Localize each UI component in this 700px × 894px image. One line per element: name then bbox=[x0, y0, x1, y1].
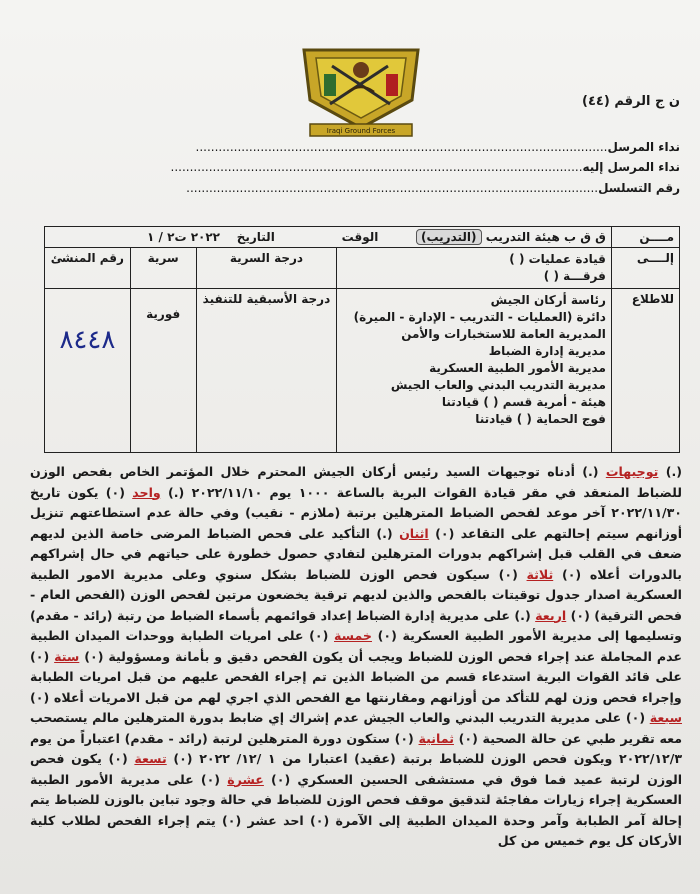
body-paragraph: (٠) على مديرية التدريب البدني والعاب الجيش عدم إشراك إي ضابط بدورة المترهلين مالم يستصحب معه تقرير طبي عن حالة الصحية (٠) bbox=[30, 710, 682, 746]
secrecy-value: سرية bbox=[130, 248, 196, 289]
body-paragraph: (.) على مديرية إدارة الضباط إعداد قوائمهم بأسماء الضباط من رتبة (رائد - مقدم) وتسليمها إلى مديرية الأمور الطبية العسكرية (٠) bbox=[30, 607, 682, 643]
secrecy-label: درجة السرية bbox=[196, 248, 337, 289]
to-cell bbox=[337, 248, 612, 289]
body-ordinal: واحد bbox=[132, 484, 161, 500]
priority-label: درجة الأسبقية للتنفيذ bbox=[196, 289, 337, 453]
emblem-caption: Iraqi Ground Forces bbox=[326, 127, 396, 135]
body-ordinal: ستة bbox=[54, 648, 80, 664]
serial-dots: ............................................................................................................ bbox=[186, 181, 599, 195]
origin-no-label: رقم المنشئ bbox=[45, 248, 131, 289]
body-paragraph: (.) bbox=[658, 464, 682, 479]
info-row bbox=[45, 289, 680, 453]
reference-number: ن ج الرقم (٤٤) bbox=[582, 94, 680, 109]
to-item: قيادة عمليات ( ) bbox=[509, 252, 606, 266]
body-paragraph: (٠) على مديرية الأمور الطبية العسكرية إجراء زيارات مفاجئة لتدقيق موقف فحص الوزن للضباط في حالة وجود تباين بالوزن للضباط يتم إحالة آمر الطبابة وآمر وحدة الميدان الطبية إلى الآمرة (٠) احد عشر (٠) يتم إجراء الفحص لطلاب كلية الأركان كل يوم خميس من كل bbox=[30, 771, 682, 848]
info-item: مديرية إدارة الضباط bbox=[488, 344, 606, 358]
info-item: المديرية العامة للاستخبارات والأمن bbox=[401, 327, 606, 341]
info-item: مديرية الأمور الطبية العسكرية bbox=[429, 361, 606, 375]
info-item: مديرية التدريب البدني والعاب الجيش bbox=[390, 378, 606, 392]
time-label: الوقت bbox=[341, 230, 379, 244]
body-paragraph: (٠) سيكون فحص الوزن للضباط بشكل سنوي وعلى مديرية الامور الطبية العسكرية اصدار جدول توقيتات بالفحص والذين لديهم ترقية يخضعون مرتين لفحص الوزن (الفحص العام - فحص الترقية) (٠) bbox=[30, 566, 682, 623]
body-ordinal: اثنان bbox=[399, 525, 429, 541]
body-paragraph: (٠) يكون تاريخ ٢٠٢٢/١١/٣٠ آخر موعد لفحص الضباط المترهلين برتبة (ملازم - نقيب) وفي حالة عدم استطاعتهم تنزيل أوزانهم سيتم إحالتهم على التقاعد (٠) bbox=[30, 484, 683, 541]
body-ordinal: خمسة bbox=[334, 628, 372, 643]
body-ordinal: تسعة bbox=[134, 751, 167, 766]
body-ordinal: ثمانية bbox=[418, 730, 454, 746]
army-emblem-icon bbox=[296, 40, 426, 140]
from-value: ق ق ب هيئة التدريب bbox=[485, 230, 606, 244]
date-value: ٢٠٢٢ ت٢ / ١ bbox=[147, 230, 220, 244]
body-paragraph: (٠) يكون فحص الوزن لرتبة عميد فما فوق في مستشفى الحسين العسكري (٠) bbox=[30, 751, 683, 787]
info-item: هيئة - أمرية قسم ( ) قيادتنا bbox=[441, 395, 606, 409]
recipient-dots: ............................................................................................................ bbox=[170, 160, 583, 174]
body-ordinal: ثلاثة bbox=[526, 566, 554, 582]
serial-label: رقم التسلسل bbox=[598, 181, 680, 195]
info-item: دائرة (العمليات - التدريب - الإدارة - الميرة) bbox=[353, 310, 606, 324]
body-ordinal: سبعة bbox=[649, 710, 682, 725]
to-row bbox=[45, 248, 680, 289]
info-cell bbox=[337, 289, 612, 453]
from-cell bbox=[45, 227, 612, 248]
body-paragraph: (٠) ستكون دورة المترهلين لرتبة (رائد - مقدم) اعتباراً من يوم ٢٠٢٢/١٢/٣ ويكون فحص الوزن للضباط برتبة (عقيد) اعتبارا من ١ /١٢/ ٢٠٢٢ (٠) bbox=[30, 730, 683, 766]
routing-table bbox=[44, 226, 680, 453]
sender-dots: ............................................................................................................ bbox=[195, 140, 608, 154]
sender-label: نداء المرسل bbox=[607, 140, 680, 154]
recipient-line bbox=[171, 160, 680, 174]
memo-body bbox=[30, 462, 682, 852]
body-ordinal: توجيهات bbox=[605, 464, 659, 479]
recipient-label: نداء المرسل إليه bbox=[582, 160, 680, 174]
from-tag: (التدريب) bbox=[416, 229, 482, 245]
body-ordinal: عشرة bbox=[227, 771, 264, 787]
body-paragraph: (٠) على قائد القوات البرية استدعاء قسم من الضباط الذين تم إجراء الفحص عليهم من قبل امريات الطبابة وإجراء فحص وزن لهم للتأكد من أوزانهم ومقارنتها مع الفحص الذي اجري لهم من قبل الامريات أعلاه (٠) bbox=[30, 648, 682, 705]
to-label: إلــــى bbox=[611, 248, 679, 289]
info-item: رئاسة أركان الجيش bbox=[490, 293, 606, 307]
from-label: مــــن bbox=[611, 227, 679, 248]
info-item: فوج الحماية ( ) قيادتنا bbox=[475, 412, 606, 426]
from-row bbox=[45, 227, 680, 248]
to-item: فرقـــة ( ) bbox=[543, 269, 606, 283]
body-paragraph: (.) أدناه توجيهات السيد رئيس أركان الجيش المحترم خلال المؤتمر الخاص بفحص الوزن للضباط المنعقد في مقر قيادة القوات البرية بالساعة ١٠٠٠ يوم ٢٠٢٢/١١/١٠ (.) bbox=[30, 464, 682, 500]
body-paragraph: (.) التأكيد على فحص الضباط المرضى خاصة الذين لديهم ضعف في القلب قبل إشراكهم بدورات المترهلين لتفادي حصول خطورة على حياتهم في حال إشراكهم بالدورات أعلاه (٠) bbox=[30, 525, 683, 582]
serial-line bbox=[186, 181, 680, 195]
priority-value: فورية bbox=[130, 289, 196, 453]
origin-number: ٨٤٤٨ bbox=[45, 289, 131, 453]
body-ordinal: اربعة bbox=[535, 607, 567, 623]
body-paragraph: (٠) على امريات الطبابة ووحدات الميدان الطبية عدم المجاملة عند إجراء فحص الوزن للضباط ويجب أن يكون الفحص دقيق و بأمانة ومسؤولية (٠) bbox=[30, 628, 683, 664]
info-label: للاطلاع bbox=[611, 289, 679, 453]
date-label: التاريخ bbox=[236, 230, 275, 244]
sender-line bbox=[196, 140, 680, 154]
